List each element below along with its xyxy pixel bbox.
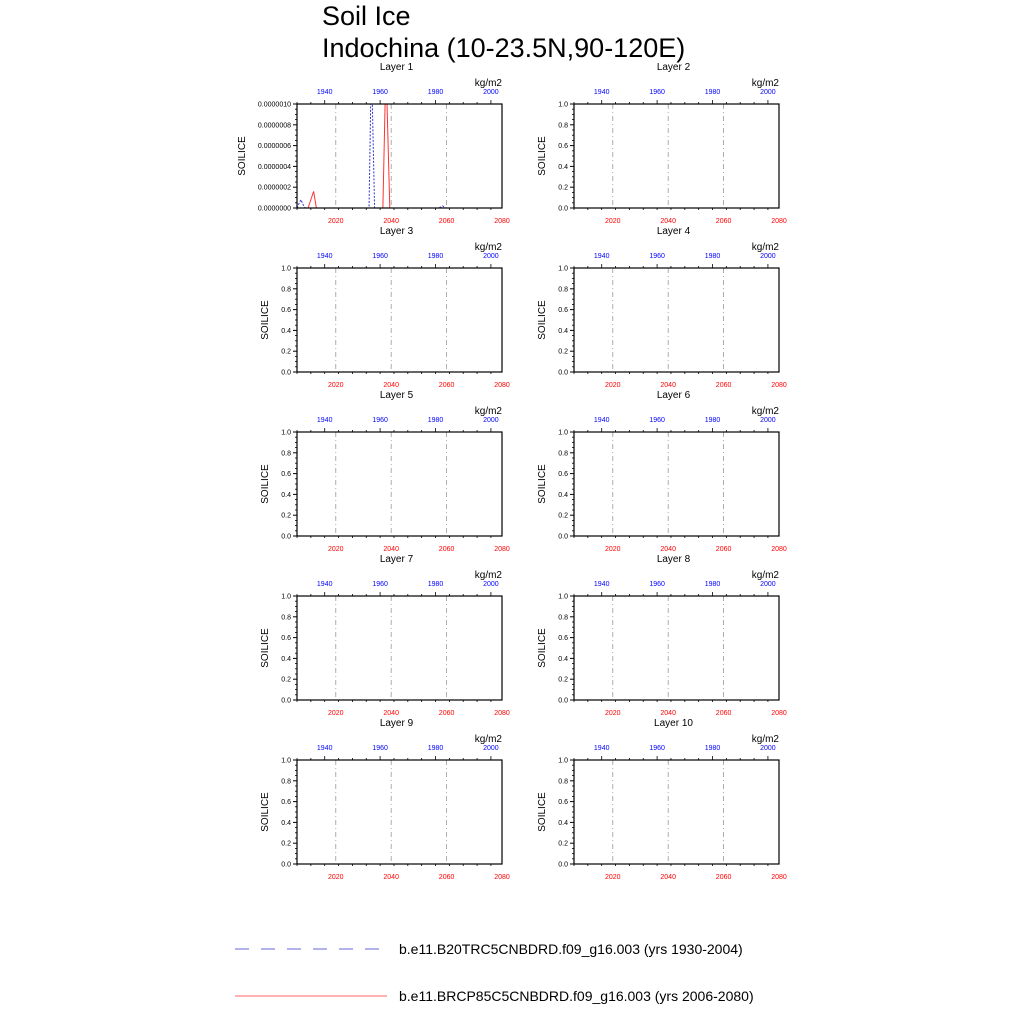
x-top-tick-label: 2000 [760, 89, 776, 96]
panel-title: Layer 10 [654, 718, 693, 729]
y-tick-label: 0.2 [558, 512, 568, 520]
title-line-2: Indochina (10-23.5N,90-120E) [322, 33, 686, 63]
panel-title: Layer 5 [379, 390, 414, 401]
x-bottom-tick-label: 2060 [438, 710, 455, 717]
x-top-tick-label: 1940 [316, 745, 333, 752]
plot-frame [297, 268, 502, 372]
y-tick-label: 0.8 [558, 778, 568, 786]
x-top-tick-label: 1940 [316, 253, 333, 260]
panel-layer-8 [537, 554, 787, 717]
x-bottom-tick-label: 2020 [327, 546, 344, 553]
x-top-tick-label: 1960 [649, 89, 665, 96]
x-bottom-tick-label: 2060 [715, 874, 732, 881]
panel-title: Layer 2 [656, 62, 691, 73]
units-label: kg/m2 [751, 570, 779, 581]
x-bottom-tick-label: 2080 [771, 874, 787, 881]
x-bottom-tick-label: 2080 [494, 874, 510, 881]
y-tick-label: 0.8 [281, 450, 291, 458]
y-tick-label: 1.0 [281, 265, 291, 273]
y-tick-label: 0.6 [281, 471, 291, 479]
x-top-tick-label: 1980 [427, 89, 444, 96]
panel-layer-1 [237, 62, 510, 225]
x-top-tick-label: 1940 [593, 581, 610, 588]
y-tick-label: 0.8 [281, 614, 291, 622]
y-tick-label: 0.6 [558, 471, 568, 479]
y-tick-label: 0.0000010 [257, 101, 291, 109]
x-bottom-tick-label: 2020 [327, 218, 344, 225]
x-bottom-tick-label: 2060 [438, 218, 455, 225]
y-tick-label: 0.8 [558, 614, 568, 622]
y-tick-label: 0.6 [281, 307, 291, 315]
y-tick-label: 0.0 [281, 697, 291, 705]
y-tick-label: 1.0 [558, 101, 568, 109]
x-top-tick-label: 2000 [760, 417, 776, 424]
x-bottom-tick-label: 2040 [660, 710, 676, 717]
y-tick-label: 0.0000002 [257, 184, 291, 192]
y-tick-label: 0.0000004 [257, 163, 291, 171]
x-top-tick-label: 2000 [483, 253, 499, 260]
x-bottom-tick-label: 2060 [715, 546, 732, 553]
x-top-tick-label: 1940 [593, 417, 610, 424]
x-top-tick-label: 2000 [760, 253, 776, 260]
y-tick-label: 0.4 [281, 819, 291, 827]
x-bottom-tick-label: 2080 [771, 710, 787, 717]
x-top-tick-label: 1940 [316, 581, 333, 588]
series-line-historical [297, 104, 502, 208]
plot-frame [574, 596, 779, 700]
y-tick-label: 0.0000006 [257, 143, 291, 151]
y-tick-label: 1.0 [281, 593, 291, 601]
panel-layer-6 [537, 390, 787, 553]
panel-layer-7 [260, 554, 510, 717]
panel-layer-9 [260, 718, 510, 881]
panel-title: Layer 7 [379, 554, 414, 565]
panel-title: Layer 1 [379, 62, 414, 73]
x-top-tick-label: 1980 [427, 745, 444, 752]
units-label: kg/m2 [751, 734, 779, 745]
units-label: kg/m2 [751, 406, 779, 417]
y-tick-label: 1.0 [558, 757, 568, 765]
y-tick-label: 0.0 [558, 205, 568, 213]
plot-frame [574, 760, 779, 864]
x-top-tick-label: 1980 [704, 745, 721, 752]
legend-label-rcp85: b.e11.BRCP85C5CNBDRD.f09_g16.003 (yrs 2006-2080) [399, 988, 754, 1004]
series-line-rcp85 [297, 104, 502, 208]
y-tick-label: 0.8 [558, 122, 568, 130]
y-axis-label: SOILICE [237, 136, 248, 176]
legend-label-historical: b.e11.B20TRC5CNBDRD.f09_g16.003 (yrs 1930-2004) [399, 941, 743, 957]
x-bottom-tick-label: 2080 [494, 546, 510, 553]
x-bottom-tick-label: 2060 [715, 382, 732, 389]
x-top-tick-label: 2000 [483, 581, 499, 588]
x-bottom-tick-label: 2080 [494, 382, 510, 389]
y-tick-label: 0.2 [281, 840, 291, 848]
x-top-tick-label: 1960 [649, 417, 665, 424]
y-tick-label: 0.6 [281, 635, 291, 643]
x-top-tick-label: 2000 [483, 745, 499, 752]
y-tick-label: 0.2 [281, 348, 291, 356]
units-label: kg/m2 [474, 406, 502, 417]
x-bottom-tick-label: 2020 [604, 218, 621, 225]
y-tick-label: 0.0 [558, 369, 568, 377]
panel-layer-10 [537, 718, 787, 881]
x-bottom-tick-label: 2020 [604, 382, 621, 389]
y-tick-label: 1.0 [558, 429, 568, 437]
y-tick-label: 0.0 [558, 861, 568, 869]
y-tick-label: 0.2 [558, 840, 568, 848]
x-top-tick-label: 2000 [483, 417, 499, 424]
y-tick-label: 0.2 [281, 676, 291, 684]
y-axis-label: SOILICE [260, 628, 271, 668]
x-top-tick-label: 1960 [649, 581, 665, 588]
y-axis-label: SOILICE [537, 792, 548, 832]
x-top-tick-label: 1980 [704, 417, 721, 424]
x-bottom-tick-label: 2040 [660, 218, 676, 225]
y-tick-label: 0.8 [281, 286, 291, 294]
y-tick-label: 0.2 [281, 512, 291, 520]
units-label: kg/m2 [751, 78, 779, 89]
y-tick-label: 0.2 [558, 676, 568, 684]
x-top-tick-label: 1980 [704, 581, 721, 588]
x-top-tick-label: 1980 [427, 581, 444, 588]
x-bottom-tick-label: 2020 [604, 874, 621, 881]
y-tick-label: 0.4 [558, 491, 568, 499]
x-top-tick-label: 1940 [316, 89, 333, 96]
x-bottom-tick-label: 2080 [771, 546, 787, 553]
y-tick-label: 0.0 [281, 533, 291, 541]
x-top-tick-label: 1960 [372, 581, 388, 588]
x-bottom-tick-label: 2020 [327, 710, 344, 717]
x-top-tick-label: 2000 [760, 745, 776, 752]
x-top-tick-label: 1940 [593, 253, 610, 260]
y-axis-label: SOILICE [260, 300, 271, 340]
y-tick-label: 0.4 [558, 819, 568, 827]
panel-title: Layer 6 [656, 390, 691, 401]
y-tick-label: 0.6 [558, 635, 568, 643]
x-top-tick-label: 1980 [704, 89, 721, 96]
units-label: kg/m2 [751, 242, 779, 253]
x-top-tick-label: 1960 [649, 253, 665, 260]
x-top-tick-label: 1980 [427, 253, 444, 260]
x-top-tick-label: 1960 [372, 745, 388, 752]
y-tick-label: 0.0 [281, 861, 291, 869]
y-axis-label: SOILICE [537, 628, 548, 668]
title-line-1: Soil Ice [322, 1, 411, 31]
y-tick-label: 0.8 [558, 286, 568, 294]
panel-layer-2 [537, 62, 787, 225]
x-bottom-tick-label: 2020 [327, 874, 344, 881]
x-bottom-tick-label: 2040 [660, 874, 676, 881]
plot-frame [574, 268, 779, 372]
x-top-tick-label: 1960 [649, 745, 665, 752]
y-axis-label: SOILICE [537, 300, 548, 340]
x-top-tick-label: 1960 [372, 417, 388, 424]
x-bottom-tick-label: 2020 [604, 546, 621, 553]
x-top-tick-label: 1940 [316, 417, 333, 424]
x-bottom-tick-label: 2060 [715, 218, 732, 225]
x-bottom-tick-label: 2040 [660, 546, 676, 553]
y-tick-label: 0.6 [558, 799, 568, 807]
y-tick-label: 1.0 [558, 593, 568, 601]
x-bottom-tick-label: 2080 [771, 218, 787, 225]
y-axis-label: SOILICE [537, 464, 548, 504]
y-tick-label: 0.6 [558, 307, 568, 315]
x-top-tick-label: 1960 [372, 89, 388, 96]
x-top-tick-label: 1960 [372, 253, 388, 260]
panel-title: Layer 8 [656, 554, 691, 565]
y-tick-label: 0.4 [281, 327, 291, 335]
y-tick-label: 0.6 [558, 143, 568, 151]
plot-frame [297, 104, 502, 208]
y-tick-label: 0.8 [558, 450, 568, 458]
panel-layer-5 [260, 390, 510, 553]
y-tick-label: 0.4 [281, 655, 291, 663]
plot-frame [297, 760, 502, 864]
panel-layer-4 [537, 226, 787, 389]
units-label: kg/m2 [474, 78, 502, 89]
x-bottom-tick-label: 2020 [327, 382, 344, 389]
x-bottom-tick-label: 2080 [494, 710, 510, 717]
y-tick-label: 0.0 [558, 533, 568, 541]
x-bottom-tick-label: 2080 [494, 218, 510, 225]
plot-frame [574, 104, 779, 208]
y-tick-label: 0.0000008 [257, 122, 291, 130]
y-tick-label: 0.2 [558, 348, 568, 356]
plot-frame [297, 596, 502, 700]
x-top-tick-label: 2000 [483, 89, 499, 96]
x-bottom-tick-label: 2040 [383, 382, 399, 389]
x-top-tick-label: 1940 [593, 745, 610, 752]
x-bottom-tick-label: 2040 [383, 874, 399, 881]
panel-layer-3 [260, 226, 510, 389]
y-tick-label: 0.0 [558, 697, 568, 705]
x-top-tick-label: 1980 [704, 253, 721, 260]
y-tick-label: 1.0 [558, 265, 568, 273]
x-bottom-tick-label: 2060 [715, 710, 732, 717]
y-tick-label: 0.4 [558, 163, 568, 171]
y-tick-label: 0.0 [281, 369, 291, 377]
y-tick-label: 0.8 [281, 778, 291, 786]
x-top-tick-label: 1980 [427, 417, 444, 424]
units-label: kg/m2 [474, 242, 502, 253]
x-top-tick-label: 1940 [593, 89, 610, 96]
y-tick-label: 0.4 [558, 655, 568, 663]
x-bottom-tick-label: 2040 [660, 382, 676, 389]
x-bottom-tick-label: 2060 [438, 382, 455, 389]
x-bottom-tick-label: 2040 [383, 218, 399, 225]
x-bottom-tick-label: 2040 [383, 546, 399, 553]
y-tick-label: 1.0 [281, 757, 291, 765]
y-tick-label: 0.4 [281, 491, 291, 499]
y-axis-label: SOILICE [260, 464, 271, 504]
x-bottom-tick-label: 2060 [438, 874, 455, 881]
y-tick-label: 0.0000000 [257, 205, 291, 213]
y-axis-label: SOILICE [260, 792, 271, 832]
x-bottom-tick-label: 2040 [383, 710, 399, 717]
plot-frame [297, 432, 502, 536]
panel-title: Layer 4 [656, 226, 691, 237]
units-label: kg/m2 [474, 570, 502, 581]
x-bottom-tick-label: 2020 [604, 710, 621, 717]
x-top-tick-label: 2000 [760, 581, 776, 588]
y-tick-label: 0.4 [558, 327, 568, 335]
x-bottom-tick-label: 2080 [771, 382, 787, 389]
panel-title: Layer 3 [379, 226, 414, 237]
x-bottom-tick-label: 2060 [438, 546, 455, 553]
y-tick-label: 0.6 [281, 799, 291, 807]
panel-title: Layer 9 [379, 718, 414, 729]
y-tick-label: 0.2 [558, 184, 568, 192]
y-axis-label: SOILICE [537, 136, 548, 176]
units-label: kg/m2 [474, 734, 502, 745]
y-tick-label: 1.0 [281, 429, 291, 437]
plot-frame [574, 432, 779, 536]
